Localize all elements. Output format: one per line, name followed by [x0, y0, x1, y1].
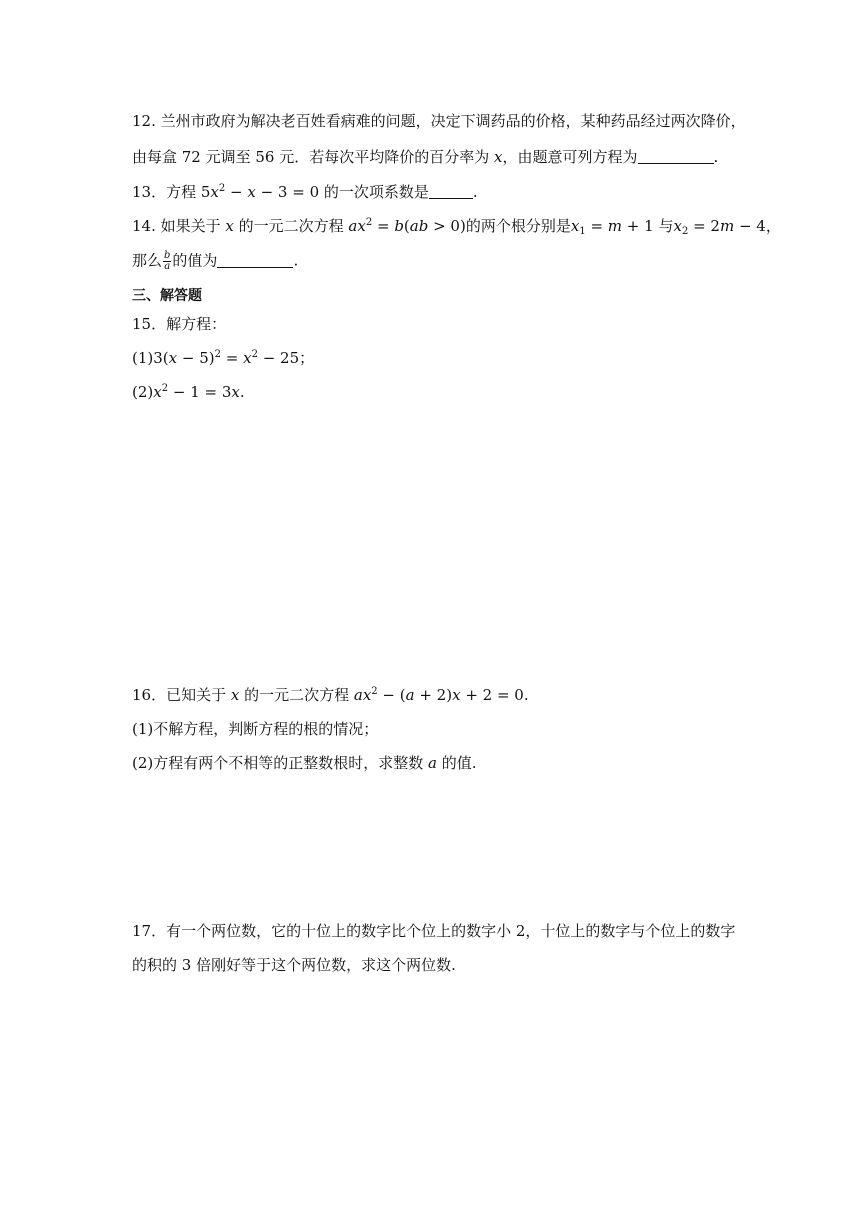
q16-line1: 16．已知关于 x 的一元二次方程 $ax^2 - (a + 2)x + 2 = 0$.	[132, 686, 529, 704]
q14-equation: $ax^2 = b(ab > 0)$	[348, 217, 466, 235]
q14-line1: 14. 如果关于 x 的一元二次方程 $ax^2 = b(ab > 0)$的两个根分别是$x_1 = m + 1$ 与$x_2 = 2m - 4$，	[132, 217, 781, 237]
q13-line: 13．方程 $5x^2 - x - 3 = 0$ 的一次项系数是 .	[132, 183, 478, 201]
answer-blank[interactable]	[429, 183, 473, 199]
q12-line1: 12. 兰州市政府为解决老百姓看病难的问题，决定下调药品的价格，某种药品经过两次降价，	[132, 112, 746, 130]
q17-line2: 的积的 3 倍刚好等于这个两位数，求这个两位数.	[132, 956, 456, 974]
q16-part1: (1)不解方程，判断方程的根的情况；	[132, 720, 379, 738]
q17-line1: 17．有一个两位数，它的十位上的数字比个位上的数字小 2，十位上的数字与个位上的数字	[132, 922, 736, 940]
fraction-b-over-a: $\frac{b}{a}$	[164, 250, 171, 272]
q15-part1: $(1)3(x - 5)^2 = x^2 - 25$；	[132, 349, 315, 367]
q15-part2: $(2)x^2 - 1 = 3x$.	[132, 383, 245, 401]
q13-equation: $5x^2 - x - 3 = 0$	[200, 183, 320, 201]
q15-title: 15．解方程：	[132, 315, 227, 333]
answer-blank[interactable]	[638, 148, 714, 164]
answer-blank[interactable]	[217, 252, 293, 268]
q16-part2: (2)方程有两个不相等的正整数根时，求整数 a 的值.	[132, 754, 477, 772]
q16-equation: $ax^2 - (a + 2)x + 2 = 0$	[353, 686, 524, 704]
q14-root2: $x_2 = 2m - 4$	[673, 217, 766, 237]
q12-line2: 由每盒 72 元调至 56 元．若每次平均降价的百分率为 x，由题意可列方程为 .	[132, 148, 719, 166]
q14-root1: $x_1 = m + 1$	[570, 217, 654, 237]
section-heading: 三、解答题	[132, 288, 202, 304]
q14-line2: 那么 $\frac{b}{a}$ 的值为 .	[132, 250, 299, 272]
